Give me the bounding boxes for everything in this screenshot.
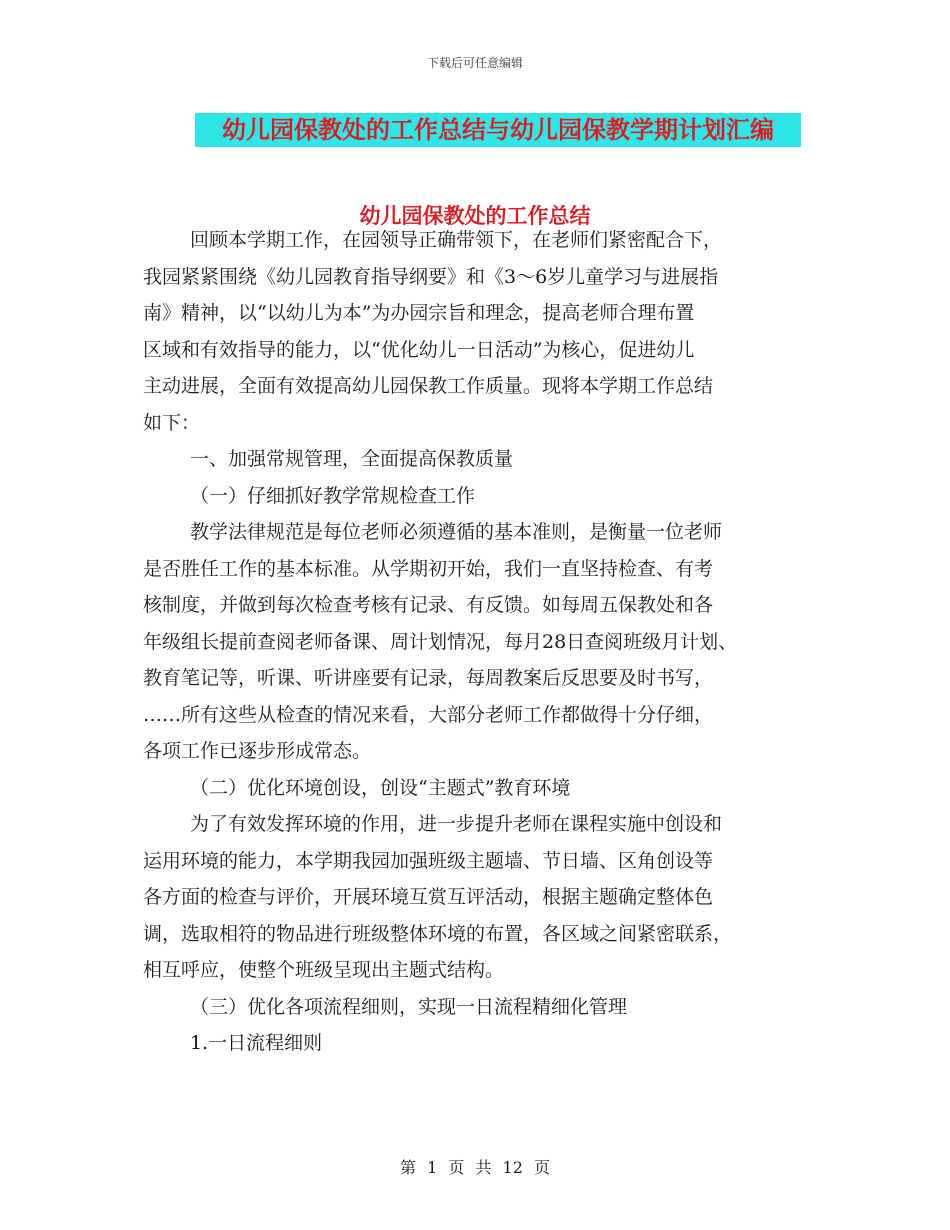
text-line: 南》精神，以“以幼儿为本”为办园宗旨和理念，提高老师合理布置 bbox=[143, 302, 695, 324]
paragraph bbox=[143, 514, 823, 770]
text-line: 我园紧紧围绕《幼儿园教育指导纲要》和《3～6岁儿童学习与进展指 bbox=[143, 265, 719, 288]
text-line: 主动进展，全面有效提高幼儿园保教工作质量。现将本学期工作总结 bbox=[143, 375, 714, 397]
text-line: 如下： bbox=[143, 411, 201, 434]
heading-level-3 bbox=[143, 1025, 823, 1062]
text-line: 教学法律规范是每位老师必须遵循的基本准则，是衡量一位老师 bbox=[190, 521, 723, 543]
heading-level-2 bbox=[143, 478, 823, 515]
heading-level-2 bbox=[143, 989, 823, 1026]
text-line: 核制度，并做到每次检查考核有记录、有反馈。如每周五保教处和各 bbox=[143, 594, 714, 616]
text-line: 为了有效发挥环境的作用，进一步提升老师在课程实施中创设和 bbox=[190, 813, 723, 835]
text-line: 回顾本学期工作，在园领导正确带领下，在老师们紧密配合下， bbox=[190, 229, 723, 251]
paragraph bbox=[143, 806, 823, 989]
page-number: 第 1 页 共 12 页 bbox=[400, 1158, 550, 1177]
text-line: 区域和有效指导的能力，以“优化幼儿一日活动”为核心，促进幼儿 bbox=[143, 338, 695, 361]
paragraph bbox=[143, 222, 823, 441]
section-title: 幼儿园保教处的工作总结 bbox=[359, 204, 591, 228]
text-line: 各方面的检查与评价，开展环境互赏互评活动，根据主题确定整体色 bbox=[143, 886, 714, 908]
text-line: （二）优化环境创设，创设“主题式”教育环境 bbox=[190, 776, 571, 799]
text-line: 运用环境的能力，本学期我园加强班级主题墙、节日墙、区角创设等 bbox=[143, 849, 714, 872]
text-line: ……所有这些从检查的情况来看，大部分老师工作都做得十分仔细， bbox=[143, 703, 714, 726]
text-line: 各项工作已逐步形成常态。 bbox=[143, 740, 372, 762]
text-line: 是否胜任工作的基本标准。从学期初开始，我们一直坚持检查、有考 bbox=[143, 557, 714, 580]
text-line: 年级组长提前查阅老师备课、周计划情况，每月28日查阅班级月计划、 bbox=[143, 630, 738, 653]
text-line: 一、加强常规管理，全面提高保教质量 bbox=[190, 448, 514, 470]
heading-level-2 bbox=[143, 770, 823, 807]
text-line: 1.一日流程细则 bbox=[190, 1032, 323, 1054]
text-line: 调，选取相符的物品进行班级整体环境的布置，各区域之间紧密联系， bbox=[143, 922, 733, 945]
heading-level-1 bbox=[143, 441, 823, 478]
text-line: （三）优化各项流程细则，实现一日流程精细化管理 bbox=[190, 995, 628, 1018]
text-line: 教育笔记等，听课、听讲座要有记录，每周教案后反思要及时书写， bbox=[143, 667, 714, 689]
text-line: （一）仔细抓好教学常规检查工作 bbox=[190, 484, 476, 507]
text-line: 相互呼应，使整个班级呈现出主题式结构。 bbox=[143, 959, 505, 981]
document-title: 幼儿园保教处的工作总结与幼儿园保教学期计划汇编 bbox=[195, 113, 801, 147]
header-note: 下载后可任意编辑 bbox=[426, 56, 523, 70]
body-text bbox=[143, 222, 823, 1062]
